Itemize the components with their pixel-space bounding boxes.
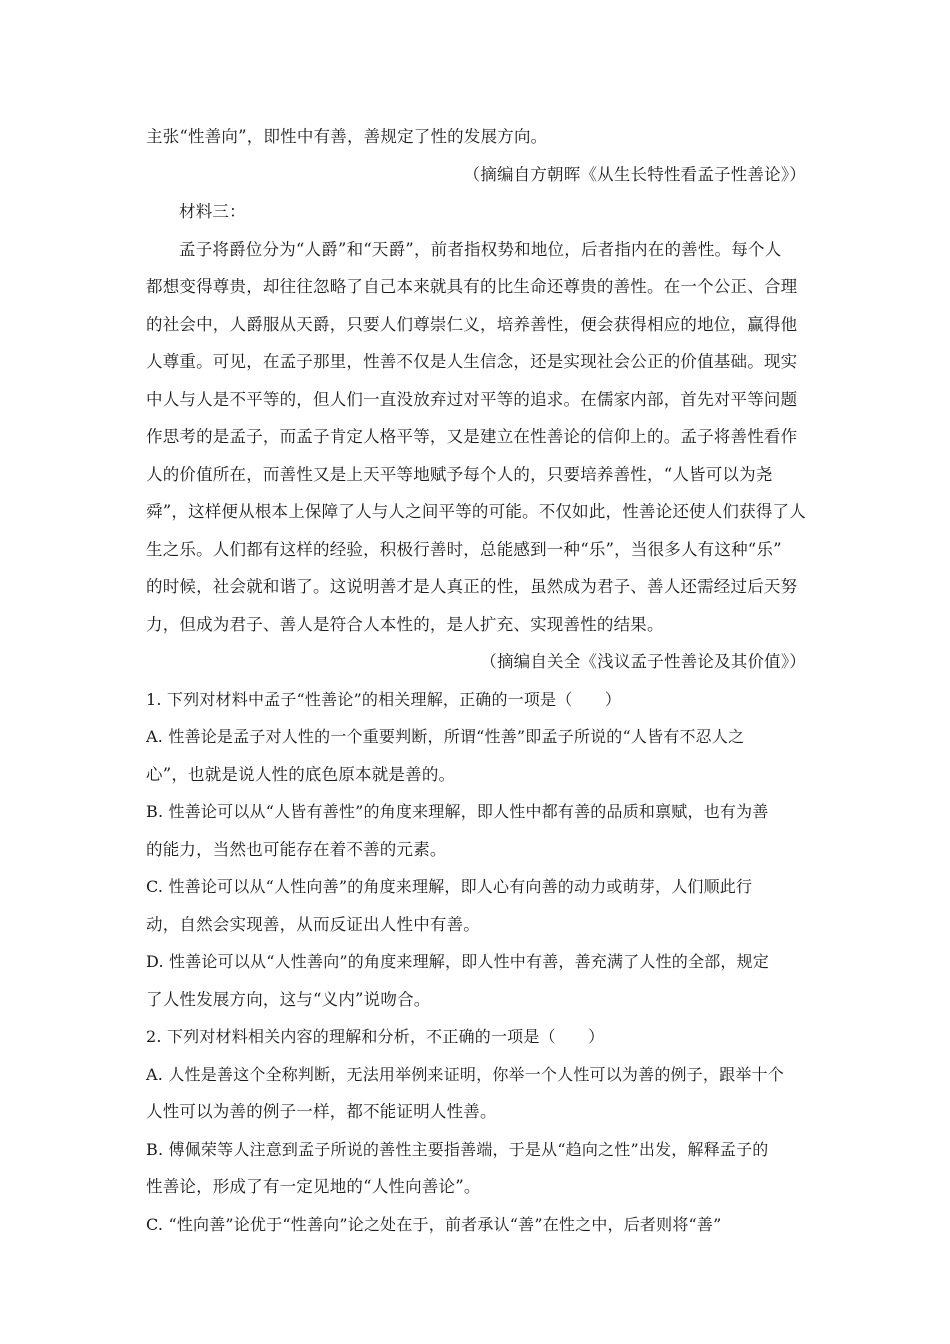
material-three-text-line: 生之乐。人们都有这样的经验，积极行善时，总能感到一种“乐”，当很多人有这种“乐” <box>146 539 782 559</box>
question-1-option-c: C. 性善论可以从“人性向善”的角度来理解，即人心有向善的动力或萌芽，人们顺此行 <box>146 877 753 896</box>
material-three-text-line: 人尊重。可见，在孟子那里，性善不仅是人生信念，还是实现社会公正的价值基础。现实 <box>146 352 798 371</box>
material-three-text-line: 舜”，这样便从根本上保障了人与人之间平等的可能。不仅如此，性善论还使人们获得了人 <box>146 502 806 521</box>
question-2-option-a: A. 人性是善这个全称判断，无法用举例来证明，你举一个人性可以为善的例子，跟举十个 <box>146 1064 784 1084</box>
material-three-text-line: 孟子将爵位分为“人爵”和“天爵”，前者指权势和地位，后者指内在的善性。每个人 <box>179 239 782 259</box>
material-three-text-line: 的社会中，人爵服从天爵，只要人们尊崇仁义，培养善性，便会获得相应的地位，赢得他 <box>146 314 798 334</box>
material-two-source: （摘编自方朝晖《从生长特性看孟子性善论》） <box>463 164 806 184</box>
question-1-option-d-cont: 了人性发展方向，这与“义内”说吻合。 <box>146 989 431 1009</box>
material-three-text-line: 中人与人是不平等的，但人们一直没放弃过对平等的追求。在儒家内部，首先对平等问题 <box>146 389 798 409</box>
question-2-option-c: C. “性向善”论优于“性善向”论之处在于，前者承认“善”在性之中，后者则将“善” <box>146 1214 722 1234</box>
document-page <box>146 118 806 1243</box>
question-1-option-a-cont: 心”，也就是说人性的底色原本就是善的。 <box>146 764 456 784</box>
material-three-text-line: 力，但成为君子、善人是符合人本性的，是人扩充、实现善性的结果。 <box>146 614 664 634</box>
question-2-option-a-cont: 人性可以为善的例子一样，都不能证明人性善。 <box>146 1102 497 1121</box>
question-1-stem: 1. 下列对材料中孟子“性善论”的相关理解，正确的一项是（ ） <box>146 689 622 709</box>
material-three-text-line: 作思考的是孟子，而孟子肯定人格平等，又是建立在性善论的信仰上的。孟子将善性看作 <box>146 427 798 446</box>
material-three-source: （摘编自关全《浅议孟子性善论及其价值》） <box>480 652 806 671</box>
material-three-text-line: 的时候，社会就和谐了。这说明善才是人真正的性，虽然成为君子、善人还需经过后天努 <box>146 577 798 596</box>
question-1-option-c-cont: 动，自然会实现善，从而反证出人性中有善。 <box>146 914 480 934</box>
question-1-option-d: D. 性善论可以从“人性善向”的角度来理解，即人性中有善，善充满了人性的全部，规定 <box>146 952 769 971</box>
question-2-stem: 2. 下列对材料相关内容的理解和分析，不正确的一项是（ ） <box>146 1027 605 1046</box>
question-1-option-a: A. 性善论是孟子对人性的一个重要判断，所谓“性善”即孟子所说的“人皆有不忍人之 <box>146 727 745 746</box>
material-three-text-line: 人的价值所在，而善性又是上天平等地赋予每个人的，只要培养善性，“人皆可以为尧 <box>146 464 773 484</box>
question-2-option-b: B. 傅佩荣等人注意到孟子所说的善性主要指善端，于是从“趋向之性”出发，解释孟子的 <box>146 1139 769 1159</box>
material-three-text-line: 都想变得尊贵，却往往忽略了自己本来就具有的比生命还尊贵的善性。在一个公正、合理 <box>146 277 798 296</box>
question-1-option-b: B. 性善论可以从“人皆有善性”的角度来理解，即人性中都有善的品质和禀赋，也有为善 <box>146 802 769 821</box>
material-two-text-line: 主张“性善向”，即性中有善，善规定了性的发展方向。 <box>146 127 548 146</box>
question-1-option-b-cont: 的能力，当然也可能存在着不善的元素。 <box>146 839 447 859</box>
question-2-option-b-cont: 性善论，形成了有一定见地的“人性向善论”。 <box>146 1177 481 1196</box>
material-three-heading: 材料三： <box>179 202 246 221</box>
